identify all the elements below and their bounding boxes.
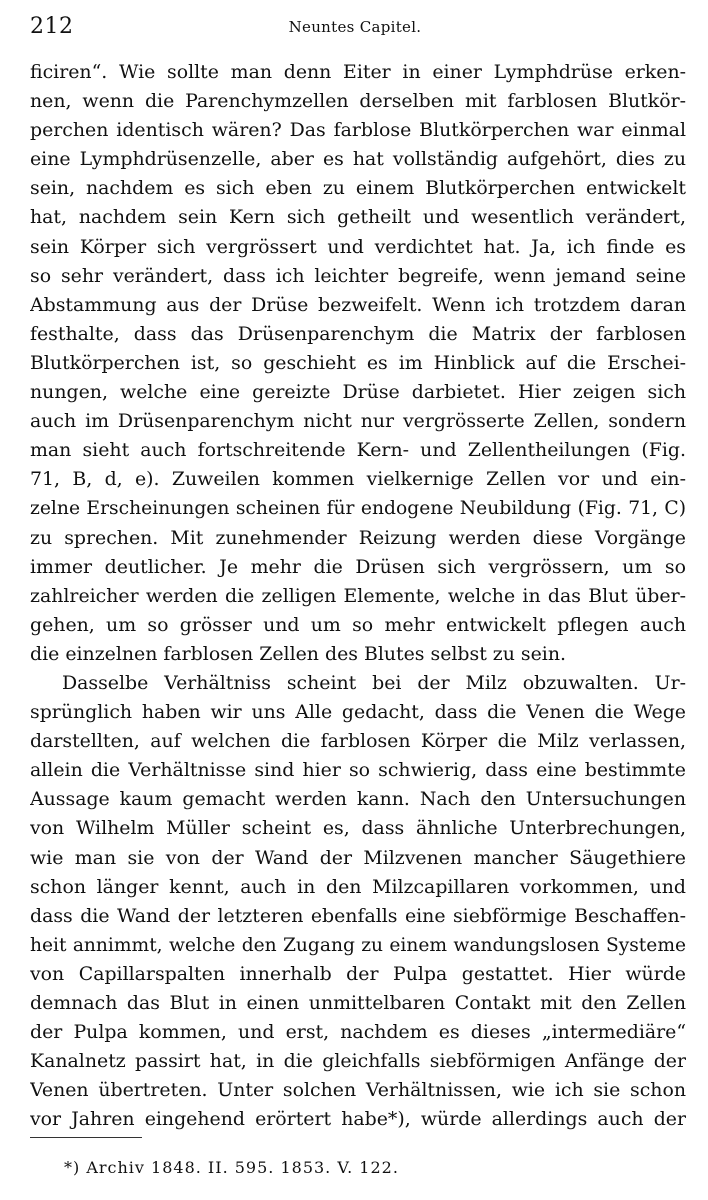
text-line: sein, nachdem es sich eben zu einem Blutkörperchen entwickelt <box>30 177 686 200</box>
text-line: 71, B, d, e). Zuweilen kommen vielkernige Zellen vor und ein- <box>30 468 686 491</box>
paragraph-end-line: die einzelnen farblosen Zellen des Blutes selbst zu sein. <box>30 642 567 665</box>
footnote-divider <box>30 1137 142 1138</box>
text-line: darstellten, auf welchen die farblosen Körper die Milz verlassen, <box>30 730 686 753</box>
page-header <box>30 14 680 46</box>
text-line: Abstammung aus der Drüse bezweifelt. Wenn ich trotzdem daran <box>30 293 686 316</box>
text-line: heit annimmt, welche den Zugang zu einem wandungslosen Systeme <box>30 934 686 956</box>
text-line: dass die Wand der letzteren ebenfalls eine siebförmige Beschaffen- <box>30 904 686 927</box>
running-head: Neuntes Capitel. <box>288 18 422 36</box>
text-line: sprünglich haben wir uns Alle gedacht, dass die Venen die Wege <box>30 701 686 724</box>
text-line: schon länger kennt, auch in den Milzcapillaren vorkommen, und <box>30 875 686 898</box>
text-line: sein Körper sich vergrössert und verdichtet hat. Ja, ich finde es <box>30 235 686 258</box>
text-line: zelne Erscheinungen scheinen für endogene Neubildung (Fig. 71, C) <box>30 498 686 520</box>
text-line: gehen, um so grösser und um so mehr entwickelt pflegen auch <box>30 613 686 636</box>
text-line: so sehr verändert, dass ich leichter begreife, wenn jemand seine <box>30 264 686 287</box>
text-line: Blutkörperchen ist, so geschieht es im Hinblick auf die Erschei- <box>30 351 686 374</box>
text-line: Kanalnetz passirt hat, in die gleichfalls siebförmigen Anfänge der <box>30 1050 686 1073</box>
body-text <box>30 58 686 1134</box>
text-line: Aussage kaum gemacht werden kann. Nach den Untersuchungen <box>30 788 686 811</box>
text-line: demnach das Blut in einen unmittelbaren Contakt mit den Zellen <box>30 992 686 1014</box>
text-line: der Pulpa kommen, und erst, nachdem es dieses „intermediäre“ <box>30 1021 686 1044</box>
text-line: nungen, welche eine gereizte Drüse darbietet. Hier zeigen sich <box>30 381 686 404</box>
text-line: man sieht auch fortschreitende Kern- und Zellentheilungen (Fig. <box>30 439 686 462</box>
text-line: allein die Verhältnisse sind hier so schwierig, dass eine bestimmte <box>30 759 686 782</box>
footnote: *) Archiv 1848. II. 595. 1853. V. 122. <box>64 1158 399 1177</box>
text-line: auch im Drüsenparenchym nicht nur vergrösserte Zellen, sondern <box>30 410 686 433</box>
text-line: nen, wenn die Parenchymzellen derselben mit farblosen Blutkör- <box>30 90 686 113</box>
text-line: Venen übertreten. Unter solchen Verhältnissen, wie ich sie schon <box>30 1079 686 1102</box>
text-line: festhalte, dass das Drüsenparenchym die Matrix der farblosen <box>30 322 686 345</box>
text-line: zu sprechen. Mit zunehmender Reizung werden diese Vorgänge <box>30 526 686 549</box>
text-line: ficiren“. Wie sollte man denn Eiter in einer Lymphdrüse erken- <box>30 61 686 83</box>
text-line: perchen identisch wären? Das farblose Blutkörperchen war einmal <box>30 119 686 142</box>
text-line: von Capillarspalten innerhalb der Pulpa gestattet. Hier würde <box>30 962 686 985</box>
text-line: wie man sie von der Wand der Milzvenen mancher Säugethiere <box>30 846 686 869</box>
text-line: von Wilhelm Müller scheint es, dass ähnliche Unterbrechungen, <box>30 817 686 840</box>
text-line: eine Lymphdrüsenzelle, aber es hat vollständig aufgehört, dies zu <box>30 148 686 171</box>
text-line: immer deutlicher. Je mehr die Drüsen sich vergrössern, um so <box>30 555 686 578</box>
text-line: zahlreicher werden die zelligen Elemente, welche in das Blut über- <box>30 584 686 607</box>
page-number: 212 <box>30 14 74 39</box>
text-line: hat, nachdem sein Kern sich getheilt und wesentlich verändert, <box>30 206 686 229</box>
text-line: vor Jahren eingehend erörtert habe*), würde allerdings auch der <box>30 1108 686 1131</box>
paragraph-start-line: Dasselbe Verhältniss scheint bei der Milz obzuwalten. Ur- <box>62 671 686 694</box>
